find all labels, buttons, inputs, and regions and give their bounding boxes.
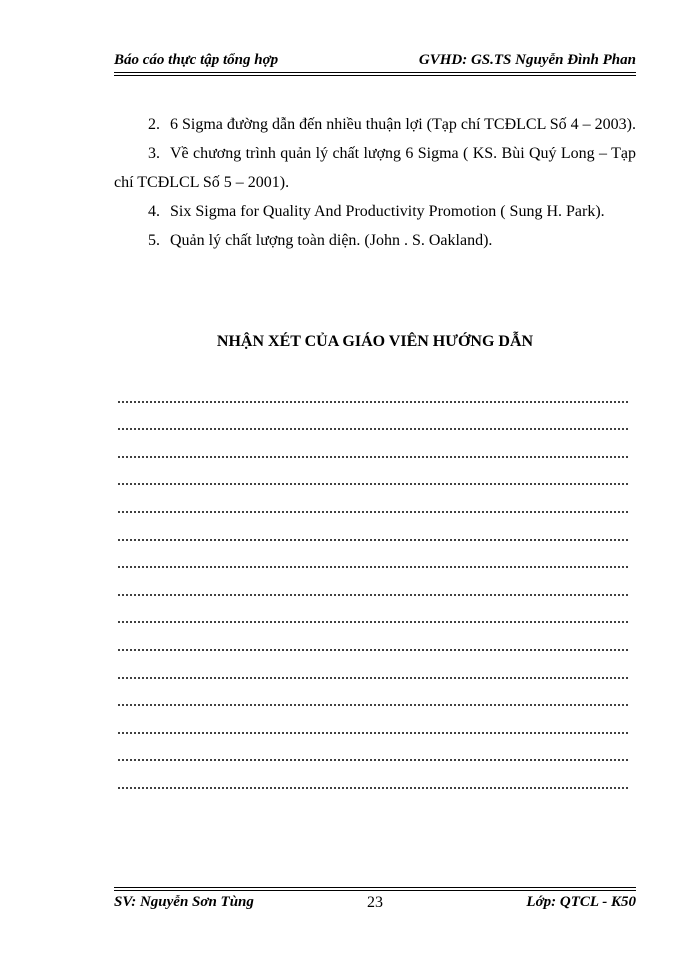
dotted-line xyxy=(117,607,630,635)
footer-class: Lớp: QTCL - K50 xyxy=(526,894,636,910)
page-header xyxy=(114,47,636,69)
dotted-line xyxy=(117,634,630,662)
footer-student: SV: Nguyễn Sơn Tùng xyxy=(114,894,254,910)
dotted-line xyxy=(117,745,630,773)
header-supervisor: GVHD: GS.TS Nguyễn Đình Phan xyxy=(418,52,636,68)
reference-number: 5. xyxy=(148,232,160,249)
comment-lines xyxy=(117,386,630,800)
reference-number: 3. xyxy=(148,145,160,162)
reference-item xyxy=(114,139,636,197)
reference-number: 2. xyxy=(148,116,160,133)
header-report-title: Báo cáo thực tập tổng hợp xyxy=(114,52,279,68)
reference-text: Quản lý chất lượng toàn diện. (John . S. Oakland). xyxy=(170,232,493,249)
reference-list xyxy=(114,110,636,255)
reference-number: 4. xyxy=(148,203,160,220)
dotted-line xyxy=(117,441,630,469)
page-number: 23 xyxy=(367,894,383,911)
dotted-line xyxy=(117,414,630,442)
reference-text: 6 Sigma đường dẫn đến nhiều thuận lợi (Tạp chí TCĐLCL Số 4 – 2003). xyxy=(170,116,636,133)
dotted-line xyxy=(117,496,630,524)
reference-item xyxy=(114,226,636,255)
reference-item xyxy=(114,197,636,226)
footer-rule xyxy=(114,887,636,891)
page-footer xyxy=(114,894,636,916)
dotted-line xyxy=(117,524,630,552)
reference-text: Six Sigma for Quality And Productivity Promotion ( Sung H. Park). xyxy=(170,203,605,220)
dotted-line xyxy=(117,772,630,800)
header-rule xyxy=(114,72,636,76)
reference-item xyxy=(114,110,636,139)
dotted-line xyxy=(117,690,630,718)
dotted-line xyxy=(117,717,630,745)
reference-text: Về chương trình quản lý chất lượng 6 Sigma ( KS. Bùi Quý Long – Tạp chí TCĐLCL Số 5 – 2001). xyxy=(114,145,636,191)
dotted-line xyxy=(117,662,630,690)
dotted-line xyxy=(117,579,630,607)
dotted-line xyxy=(117,469,630,497)
dotted-line xyxy=(117,552,630,580)
section-title: NHẬN XÉT CỦA GIÁO VIÊN HƯỚNG DẪN xyxy=(216,333,534,350)
dotted-line xyxy=(117,386,630,414)
